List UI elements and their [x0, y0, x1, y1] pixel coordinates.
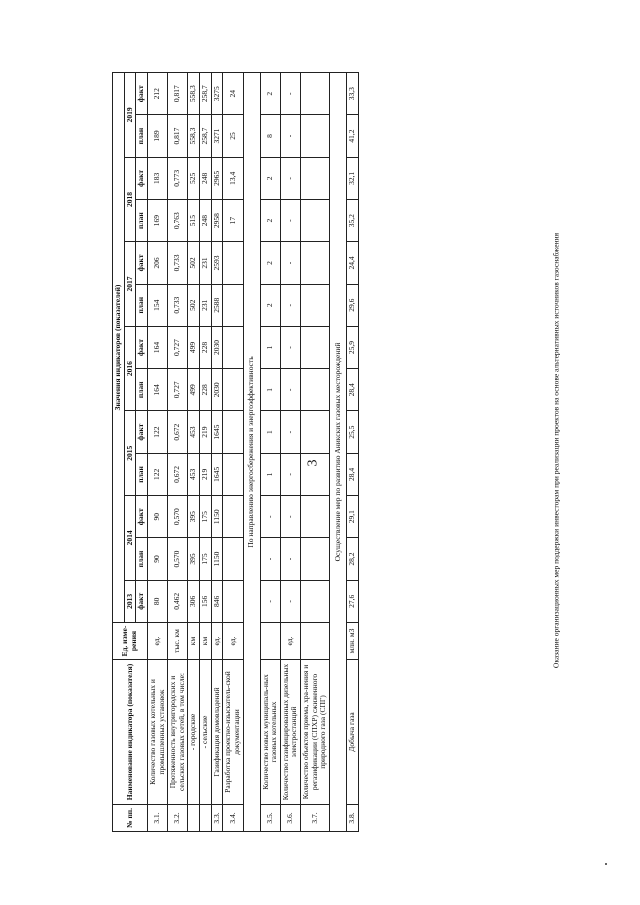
value-cell: 2030: [211, 326, 223, 368]
col-unit-header: Ед. изме-рения: [113, 623, 148, 660]
year-header: 2014: [124, 496, 136, 581]
value-cell: 29,6: [346, 284, 358, 326]
value-cell: 1150: [211, 538, 223, 580]
row-num: 3.7.: [301, 805, 330, 832]
row-name: Добыча газа: [346, 660, 358, 805]
value-cell: 0,727: [168, 326, 188, 368]
value-cell: 0,570: [168, 538, 188, 580]
value-cell: 25,5: [346, 411, 358, 453]
plan-header: план: [136, 200, 148, 242]
value-cell: [301, 411, 330, 453]
value-cell: 183: [147, 157, 167, 199]
value-cell: 156: [200, 580, 212, 622]
value-cell: 499: [188, 326, 200, 368]
value-cell: 90: [147, 496, 167, 538]
value-cell: 558,3: [188, 73, 200, 115]
value-cell: [301, 496, 330, 538]
row-unit: [301, 623, 330, 660]
row-num: 3.4.: [223, 805, 243, 832]
value-cell: 1: [260, 326, 280, 368]
scan-speck: [605, 863, 607, 865]
value-cell: 33,3: [346, 73, 358, 115]
value-cell: 2: [260, 157, 280, 199]
value-cell: 164: [147, 326, 167, 368]
value-cell: 0,462: [168, 580, 188, 622]
value-cell: 846: [211, 580, 223, 622]
value-cell: 502: [188, 284, 200, 326]
value-cell: 32,1: [346, 157, 358, 199]
row-unit: млн. м3: [346, 623, 358, 660]
value-cell: -: [260, 496, 280, 538]
value-cell: 169: [147, 200, 167, 242]
value-cell: -: [280, 453, 300, 495]
fact-header: факт: [136, 580, 148, 622]
value-cell: 1: [260, 453, 280, 495]
plan-header: план: [136, 115, 148, 157]
row-unit: км: [188, 623, 200, 660]
value-cell: [301, 242, 330, 284]
value-cell: [223, 284, 243, 326]
value-cell: [301, 369, 330, 411]
value-cell: 0,733: [168, 284, 188, 326]
value-cell: 248: [200, 157, 212, 199]
value-cell: 258,7: [200, 73, 212, 115]
year-header: 2018: [124, 157, 136, 242]
value-cell: -: [280, 200, 300, 242]
value-cell: 0,727: [168, 369, 188, 411]
value-cell: 25: [223, 115, 243, 157]
row-num: 3.5.: [260, 805, 280, 832]
section-title: Осуществление мер по развитию Аникских газовых месторождений: [329, 73, 346, 832]
value-cell: [223, 326, 243, 368]
value-cell: 558,3: [188, 115, 200, 157]
plan-header: план: [136, 369, 148, 411]
table-row: [260, 73, 280, 832]
row-unit: ед.: [211, 623, 223, 660]
value-cell: 228: [200, 369, 212, 411]
value-cell: [223, 453, 243, 495]
indicators-table-wrapper: [112, 72, 552, 832]
value-cell: 258,7: [200, 115, 212, 157]
value-cell: 175: [200, 538, 212, 580]
row-name: - городские: [188, 660, 200, 805]
section-title: По направлению энергосбережения и энергоэффективность: [243, 73, 260, 832]
value-cell: 2: [260, 284, 280, 326]
fact-header: факт: [136, 242, 148, 284]
value-cell: 1150: [211, 496, 223, 538]
value-cell: 1645: [211, 411, 223, 453]
value-cell: 2593: [211, 242, 223, 284]
row-num: 3.2.: [168, 805, 188, 832]
year-header: 2019: [124, 73, 136, 158]
value-cell: 1: [260, 411, 280, 453]
value-cell: 80: [147, 580, 167, 622]
value-cell: [301, 453, 330, 495]
row-unit: км: [200, 623, 212, 660]
indicators-table: [112, 72, 359, 832]
row-name: Количество объектов приема, хра-нения и регазификации (СПХР) сжиженного природного газа (СПГ): [301, 660, 330, 805]
value-cell: [301, 580, 330, 622]
value-cell: 154: [147, 284, 167, 326]
value-cell: 175: [200, 496, 212, 538]
value-cell: -: [280, 242, 300, 284]
value-cell: 395: [188, 538, 200, 580]
row-unit: тыс. км: [168, 623, 188, 660]
row-unit: ед.: [280, 623, 300, 660]
row-name: Разработка проектно-изыскатель-ской документации: [223, 660, 243, 805]
value-cell: 499: [188, 369, 200, 411]
value-cell: [223, 580, 243, 622]
value-cell: 0,672: [168, 411, 188, 453]
value-cell: 189: [147, 115, 167, 157]
value-cell: 1645: [211, 453, 223, 495]
value-cell: 3271: [211, 115, 223, 157]
value-cell: 395: [188, 496, 200, 538]
value-cell: [223, 496, 243, 538]
value-cell: -: [280, 326, 300, 368]
value-cell: 2030: [211, 369, 223, 411]
value-cell: [301, 284, 330, 326]
value-cell: [301, 200, 330, 242]
footer-note: Оказание организационных мер поддержки инвесторам при реализации проектов на основе альтернативных источников газоснабжения: [551, 232, 561, 669]
plan-header: план: [136, 453, 148, 495]
value-cell: -: [280, 580, 300, 622]
value-cell: 231: [200, 242, 212, 284]
value-cell: 0,570: [168, 496, 188, 538]
year-header: 2016: [124, 326, 136, 411]
value-cell: 2588: [211, 284, 223, 326]
row-num: [200, 805, 212, 832]
value-cell: 90: [147, 538, 167, 580]
value-cell: 0,773: [168, 157, 188, 199]
value-cell: 25,9: [346, 326, 358, 368]
row-num: 3.1.: [147, 805, 167, 832]
table-row: [147, 73, 167, 832]
value-cell: 219: [200, 411, 212, 453]
value-cell: -: [260, 580, 280, 622]
value-cell: 0,733: [168, 242, 188, 284]
row-num: 3.8.: [346, 805, 358, 832]
value-cell: [301, 157, 330, 199]
col-name-header: Наименование индикатора (показателя): [113, 660, 148, 805]
value-cell: 29,1: [346, 496, 358, 538]
value-cell: [301, 73, 330, 115]
value-cell: 453: [188, 411, 200, 453]
row-unit: ед.: [223, 623, 243, 660]
value-cell: 41,2: [346, 115, 358, 157]
value-cell: 0,817: [168, 115, 188, 157]
value-cell: 212: [147, 73, 167, 115]
value-cell: 231: [200, 284, 212, 326]
fact-header: факт: [136, 326, 148, 368]
value-cell: -: [280, 496, 300, 538]
value-cell: 24: [223, 73, 243, 115]
row-name: Количество газовых котельных и промышленных установок: [147, 660, 167, 805]
value-cell: 35,2: [346, 200, 358, 242]
row-num: 3.3.: [211, 805, 223, 832]
value-cell: -: [280, 411, 300, 453]
value-cell: 164: [147, 369, 167, 411]
row-num: [188, 805, 200, 832]
value-cell: 0,763: [168, 200, 188, 242]
value-cell: [301, 115, 330, 157]
table-row: [168, 73, 188, 832]
value-cell: 2958: [211, 200, 223, 242]
row-name: - сельские: [200, 660, 212, 805]
value-cell: -: [280, 538, 300, 580]
value-cell: 248: [200, 200, 212, 242]
year-header: 2013: [124, 580, 136, 622]
table-row: [223, 73, 243, 832]
value-cell: [223, 411, 243, 453]
value-cell: -: [260, 538, 280, 580]
value-cell: 306: [188, 580, 200, 622]
table-row: [200, 73, 212, 832]
row-name: Газификация домовладений: [211, 660, 223, 805]
plan-header: план: [136, 538, 148, 580]
value-cell: 122: [147, 453, 167, 495]
value-cell: 219: [200, 453, 212, 495]
value-cell: 8: [260, 115, 280, 157]
table-row: [211, 73, 223, 832]
value-cell: 28,4: [346, 453, 358, 495]
page-number: 3: [305, 459, 321, 467]
value-cell: 2: [260, 242, 280, 284]
value-cell: 27,6: [346, 580, 358, 622]
value-cell: [301, 538, 330, 580]
value-cell: -: [280, 369, 300, 411]
fact-header: факт: [136, 157, 148, 199]
table-row: [301, 73, 330, 832]
value-cell: 453: [188, 453, 200, 495]
value-cell: 525: [188, 157, 200, 199]
value-cell: 13,4: [223, 157, 243, 199]
section-row: [329, 73, 346, 832]
value-cell: [223, 242, 243, 284]
row-name: Количество газифицированных дизельных электростанций: [280, 660, 300, 805]
value-cell: -: [280, 157, 300, 199]
value-cell: 228: [200, 326, 212, 368]
value-cell: [223, 538, 243, 580]
plan-header: план: [136, 284, 148, 326]
value-cell: 1: [260, 369, 280, 411]
value-cell: 3275: [211, 73, 223, 115]
value-cell: 0,817: [168, 73, 188, 115]
fact-header: факт: [136, 73, 148, 115]
value-cell: 17: [223, 200, 243, 242]
value-cell: 0,672: [168, 453, 188, 495]
table-row: [346, 73, 358, 832]
table-row: [188, 73, 200, 832]
row-unit: ед.: [147, 623, 167, 660]
fact-header: факт: [136, 496, 148, 538]
value-cell: -: [280, 284, 300, 326]
value-cell: [223, 369, 243, 411]
year-header: 2015: [124, 411, 136, 496]
year-header: 2017: [124, 242, 136, 327]
row-unit: [260, 623, 280, 660]
row-name: Количество новых муниципаль-ных газовых котельных: [260, 660, 280, 805]
fact-header: факт: [136, 411, 148, 453]
values-title: Значения индикаторов (показателей): [113, 73, 125, 623]
table-row: [280, 73, 300, 832]
section-row: [243, 73, 260, 832]
value-cell: 28,4: [346, 369, 358, 411]
value-cell: 24,4: [346, 242, 358, 284]
row-name: Протяженность внутригородских и сельских газовых сетей, в том числе:: [168, 660, 188, 805]
value-cell: 2965: [211, 157, 223, 199]
value-cell: 122: [147, 411, 167, 453]
col-num-header: № пп.: [113, 805, 148, 832]
value-cell: 28,2: [346, 538, 358, 580]
value-cell: 502: [188, 242, 200, 284]
row-num: 3.6.: [280, 805, 300, 832]
value-cell: -: [280, 73, 300, 115]
value-cell: [301, 326, 330, 368]
value-cell: 2: [260, 73, 280, 115]
value-cell: 515: [188, 200, 200, 242]
value-cell: 2: [260, 200, 280, 242]
value-cell: 206: [147, 242, 167, 284]
value-cell: -: [280, 115, 300, 157]
